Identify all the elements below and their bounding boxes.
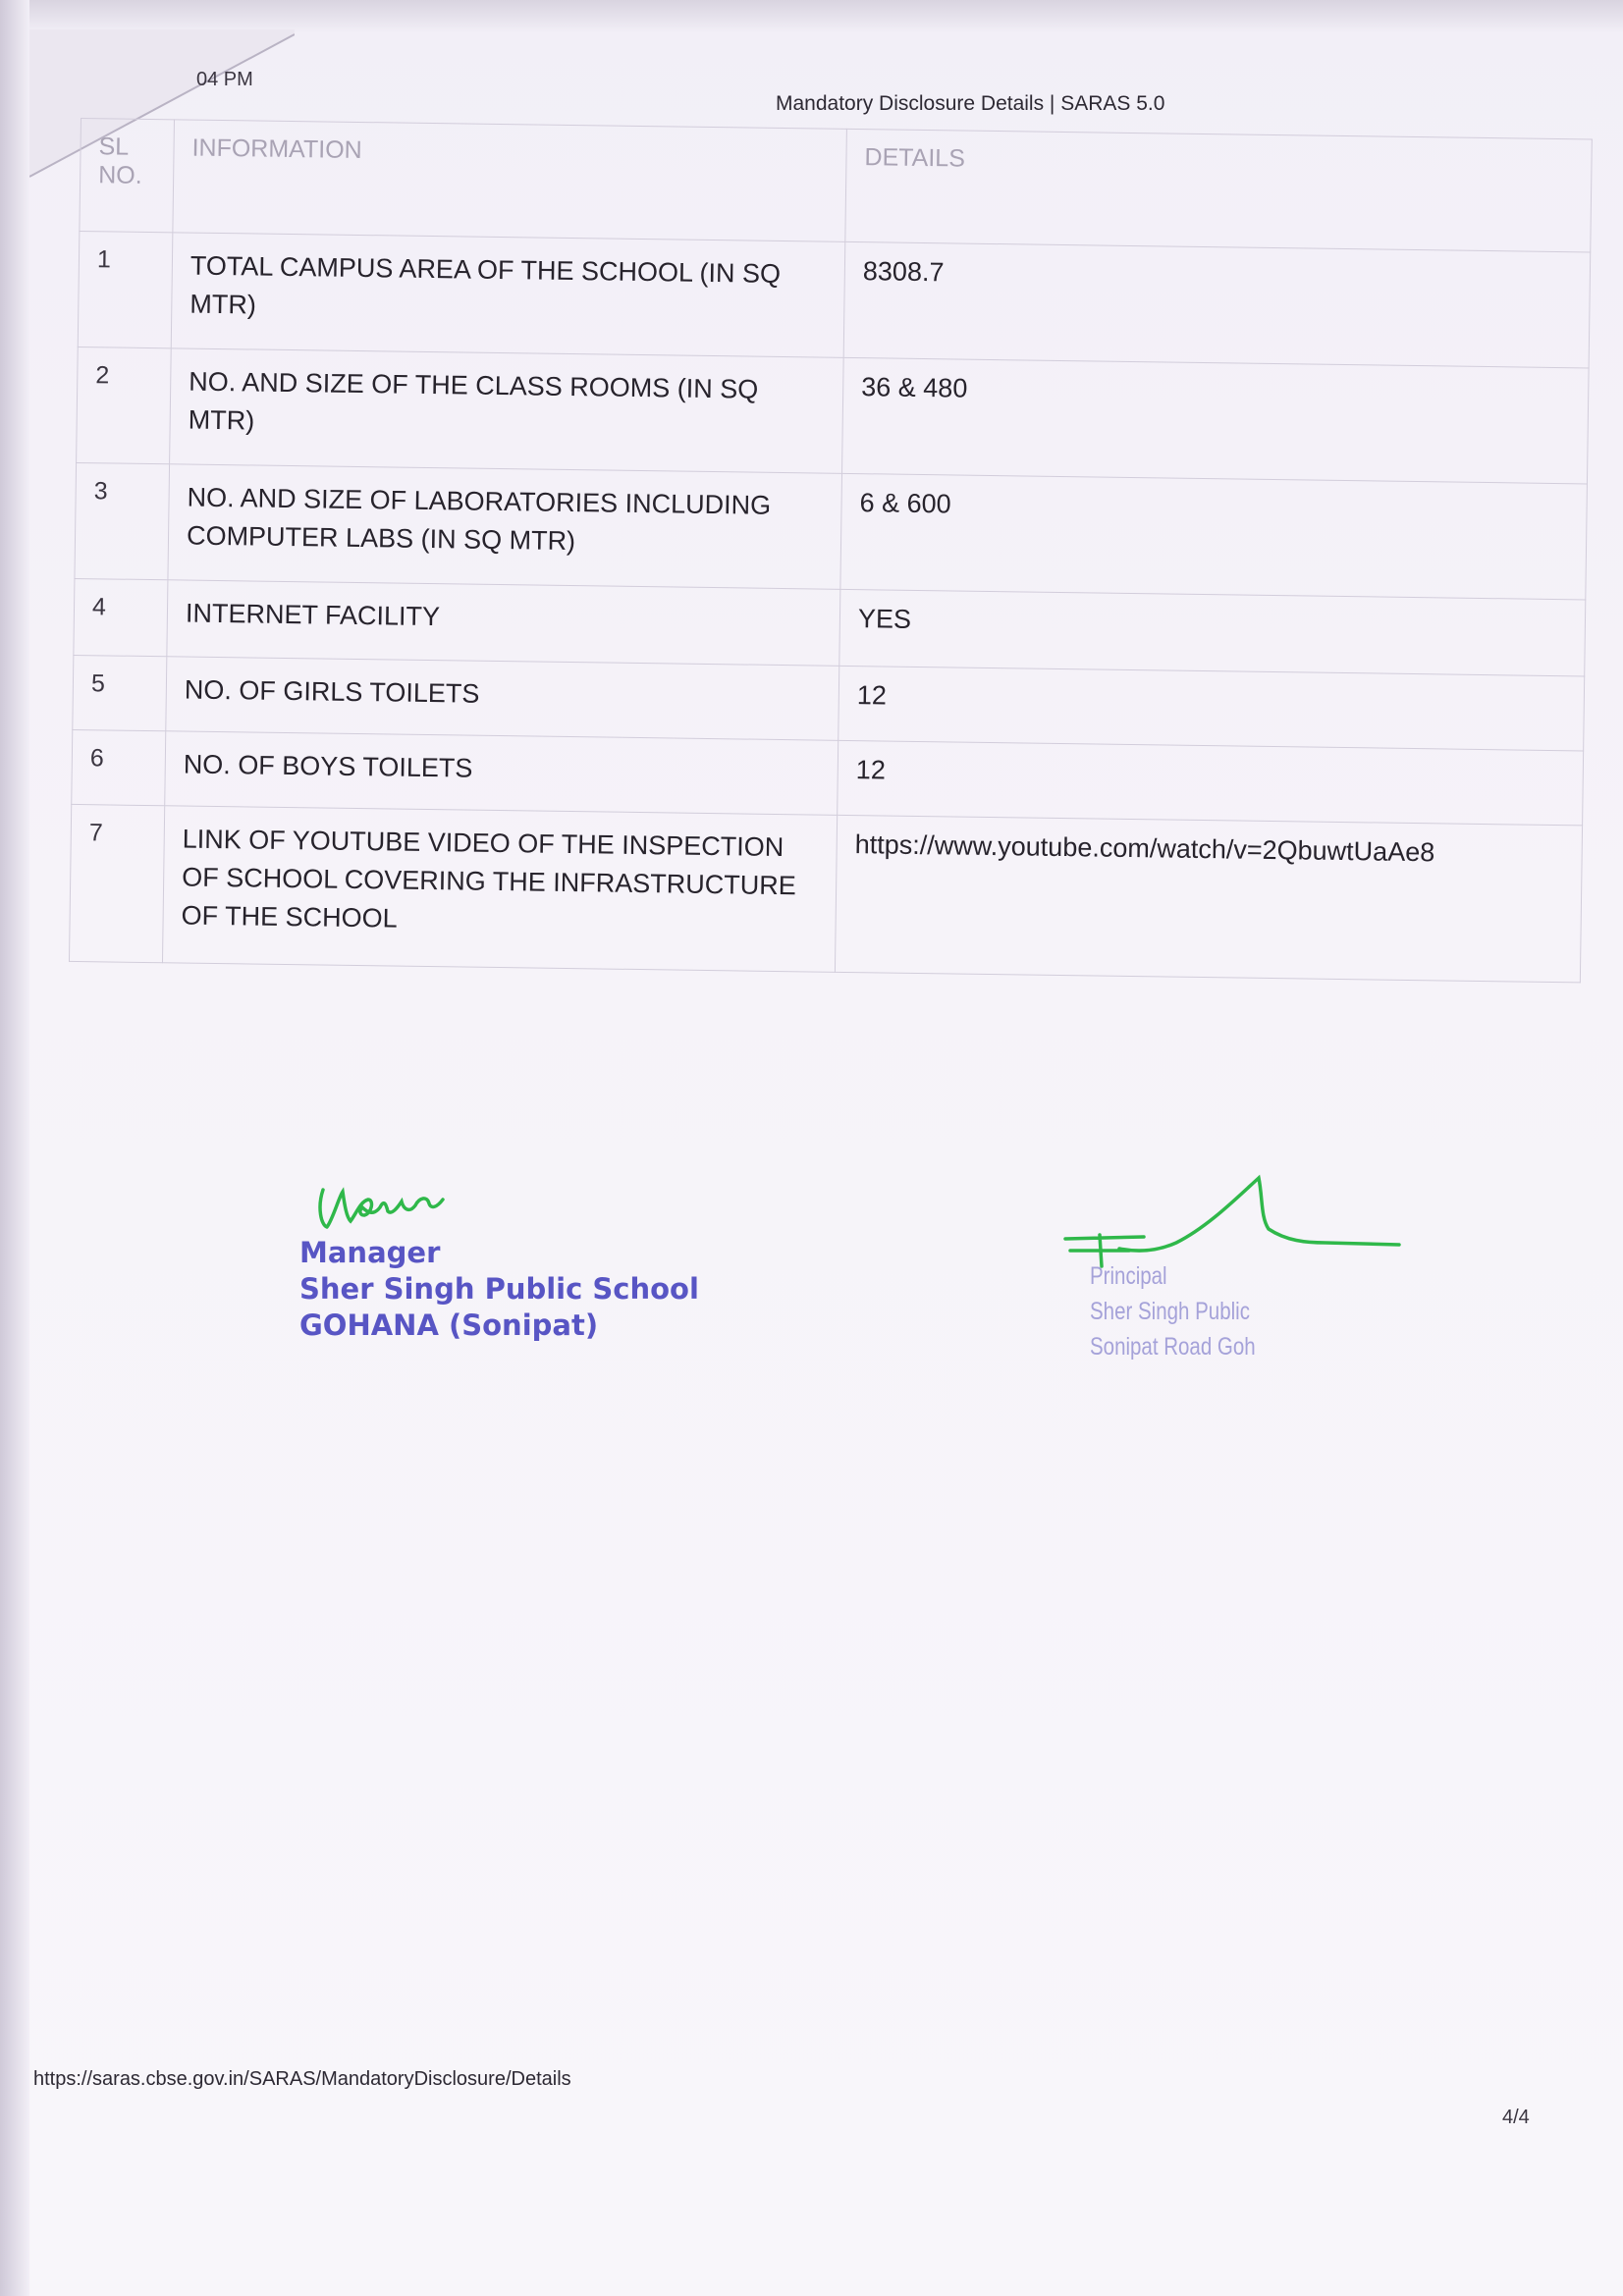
row-details: YES — [839, 589, 1586, 676]
scan-top-edge — [0, 0, 1623, 33]
header-details: DETAILS — [845, 129, 1593, 252]
page-number: 4/4 — [1502, 2107, 1530, 2128]
row-sl-no: 5 — [73, 655, 167, 730]
table-row — [75, 462, 1587, 599]
principal-school-place: Sonipat Road Goh — [1090, 1333, 1256, 1361]
row-information: NO. AND SIZE OF THE CLASS ROOMS (IN SQ MTR) — [170, 348, 844, 474]
manager-signature — [299, 1168, 476, 1237]
manager-school-name: Sher Singh Public School — [299, 1272, 699, 1306]
principal-school-name: Sher Singh Public — [1090, 1298, 1250, 1325]
footer-url: https://saras.cbse.gov.in/SARAS/MandatoryDisclosure/Details — [33, 2068, 571, 2090]
row-sl-no: 3 — [75, 462, 170, 579]
header-sl-no: SL NO. — [80, 119, 175, 233]
scan-left-edge — [0, 0, 29, 2296]
row-sl-no: 4 — [74, 578, 168, 656]
row-sl-no: 6 — [72, 729, 166, 805]
page-title: Mandatory Disclosure Details | SARAS 5.0 — [776, 92, 1165, 115]
principal-signature — [1060, 1168, 1404, 1276]
row-details: https://www.youtube.com/watch/v=2QbuwtUaAe8 — [835, 815, 1582, 983]
manager-school-place: GOHANA (Sonipat) — [299, 1308, 599, 1342]
row-information: INTERNET FACILITY — [167, 580, 840, 667]
row-details: 12 — [839, 666, 1585, 751]
row-information: NO. OF BOYS TOILETS — [165, 731, 839, 816]
header-information: INFORMATION — [173, 120, 847, 242]
row-sl-no: 1 — [78, 231, 173, 347]
row-details: 12 — [838, 740, 1584, 826]
table-row — [77, 347, 1589, 483]
row-sl-no: 2 — [77, 347, 172, 463]
row-information: TOTAL CAMPUS AREA OF THE SCHOOL (IN SQ MTR) — [171, 233, 845, 358]
table-row — [78, 231, 1590, 367]
row-sl-no: 7 — [69, 804, 164, 962]
row-information: LINK OF YOUTUBE VIDEO OF THE INSPECTION OF SCHOOL COVERING THE INFRASTRUCTURE OF THE SCHOOL — [162, 806, 837, 973]
row-information: NO. OF GIRLS TOILETS — [166, 657, 839, 741]
print-time: 04 PM — [196, 69, 253, 90]
row-details: 8308.7 — [843, 241, 1591, 368]
manager-title: Manager — [299, 1236, 441, 1269]
row-details: 6 & 600 — [840, 473, 1588, 600]
principal-title: Principal — [1090, 1262, 1167, 1290]
row-information: NO. AND SIZE OF LABORATORIES INCLUDING COMPUTER LABS (IN SQ MTR) — [168, 464, 842, 590]
disclosure-table — [69, 118, 1593, 983]
table-row — [69, 804, 1582, 982]
table-header-row — [80, 119, 1592, 252]
row-details: 36 & 480 — [842, 357, 1590, 484]
